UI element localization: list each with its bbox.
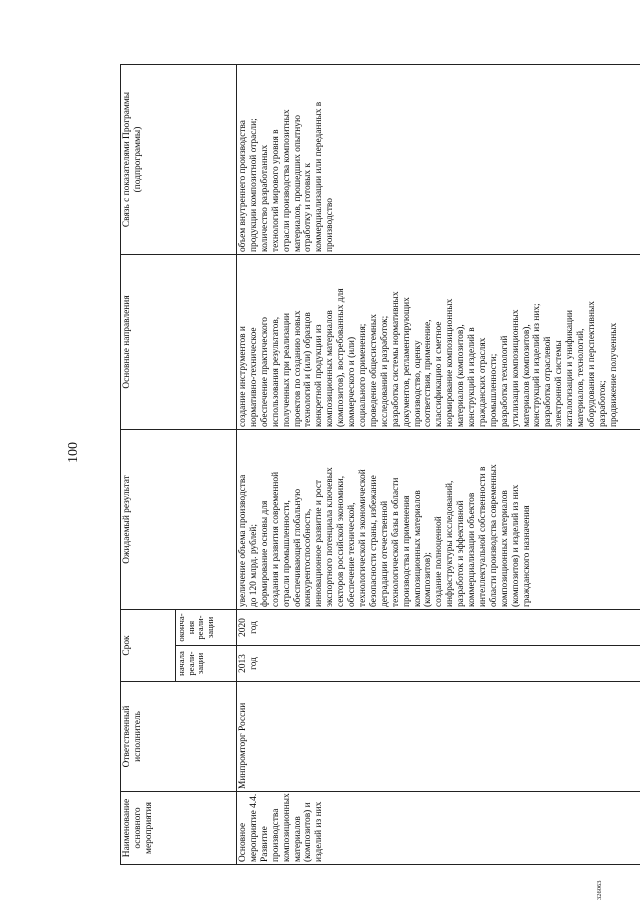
text-line: продукции композитной отрасли; (248, 118, 259, 252)
text-line: материалов (292, 816, 303, 862)
text-line: конкретной продукции из (314, 324, 325, 427)
text-line: количество разработанных (259, 144, 270, 252)
text-line: создание инструментов и (238, 326, 248, 427)
header-end: оконча-ния реали-зации (176, 610, 237, 646)
text-line: производство (325, 198, 336, 252)
text-line: утилизации композиционных (510, 309, 521, 427)
text-line: разработка системы нормативных (390, 291, 401, 427)
text-line: производства и применения (401, 495, 412, 607)
text-line: проведение общесистемных (368, 314, 379, 427)
text-line: разработка отраслевой (543, 336, 554, 427)
text-line: деградации отечественной (379, 500, 390, 607)
text-line: классификацию и сметное (434, 321, 445, 427)
text-line: отрасли производства композитных (281, 109, 292, 252)
text-line: материалов (композитов), (456, 324, 467, 427)
header-term: Срок (121, 610, 176, 682)
cell-result (237, 430, 640, 610)
header-name: Наименование основного мероприятия (121, 792, 237, 865)
text-line: производство, оценку (412, 340, 423, 427)
text-line: секторов российской экономики, (336, 475, 347, 607)
text-line: изделий из них (314, 801, 325, 862)
text-line: электронной системы (554, 340, 565, 427)
text-line: формирование основы для (259, 500, 270, 607)
text-line: нормативно-техническое (248, 327, 259, 427)
cell-executor: Минпромторг России (237, 682, 640, 792)
text-line: материалов, технологий, (576, 328, 587, 427)
text-line: мероприятие 4.4. (248, 793, 259, 862)
text-line: разработок и эффективной (456, 500, 467, 607)
text-line: коммерческого и (или) (347, 336, 358, 427)
text-line: композиционных материалов (499, 490, 510, 607)
text-line: объем внутреннего производства (238, 120, 248, 252)
table-row (237, 65, 640, 865)
text-line: гражданских отраслях (477, 337, 488, 427)
text-line: технологий мирового уровня в (270, 129, 281, 252)
text-line: промышленности; (488, 353, 499, 427)
text-line: продвижение полученных (608, 322, 619, 427)
cell-name (237, 792, 640, 865)
text-line: отработку и готовых к (303, 162, 314, 252)
header-start: начала реали-зации (176, 646, 237, 682)
text-line: использования результатов, (270, 316, 281, 427)
text-line: оборудования и перспективных (587, 301, 597, 427)
text-line: разработок; (597, 380, 608, 427)
text-line: технологической и экономической (357, 469, 368, 607)
document-id: 326063 (596, 880, 603, 900)
text-line: отрасли промышленности, (281, 500, 292, 607)
text-line: конструкций и изделий в (467, 327, 478, 427)
text-line: (композитов); (423, 552, 434, 607)
text-line: технологической базы в области (390, 477, 401, 607)
text-line: обеспечение практического (259, 317, 270, 427)
text-line: обеспечение технической, (347, 502, 358, 607)
text-line: коммерциализации или переданных в (314, 101, 325, 252)
text-line: конструкций и изделий из них; (532, 303, 543, 427)
text-line: композиционных (281, 793, 292, 862)
text-line: безопасности страны, избежание (368, 475, 379, 607)
text-line: (композитов), востребованных для (336, 288, 347, 427)
text-line: социального применения; (357, 323, 368, 427)
text-line: создание полноценной (434, 516, 445, 607)
text-line: технологий и (или) образцов (303, 312, 314, 427)
cell-link (237, 65, 640, 255)
text-line: нормирование композиционных (445, 298, 456, 427)
text-line: материалов, прошедших опытную (292, 115, 303, 252)
text-line: коммерциализации объектов (467, 492, 478, 607)
header-result: Ожидаемый результат (121, 430, 237, 610)
text-line: инфраструктуры исследований, (445, 480, 456, 607)
text-line: Развитие (259, 826, 270, 862)
text-line: конкурентоспособность, (303, 508, 314, 607)
text-line: материалов (композитов), (521, 324, 532, 427)
text-line: композиционных материалов (325, 310, 336, 427)
header-directions: Основные направления (121, 255, 237, 430)
text-line: до 120 млрд. рублей; (248, 524, 259, 607)
text-line: интеллектуальной собственности в (477, 466, 488, 607)
header-link: Связь с показателями Программы (подпрограммы) (121, 65, 237, 255)
text-line: (композитов) и изделий из них (510, 484, 521, 607)
program-measures-table (120, 64, 640, 865)
text-line: исследований и разработок; (379, 315, 390, 427)
text-line: обеспечивающей глобальную (292, 488, 303, 607)
text-line: (композитов) и (303, 802, 314, 862)
text-line: создания и развития современной (270, 471, 281, 607)
text-line: разработка технологий (499, 335, 510, 427)
text-line: увеличение объема производства (238, 474, 248, 607)
text-line: гражданского назначения (521, 505, 532, 607)
text-line: каталогизации и унификации (565, 309, 576, 427)
text-line: производства (270, 808, 281, 862)
cell-end: 2020 год (237, 610, 640, 646)
text-line: композиционных материалов (412, 490, 423, 607)
text-line: документов, регламентирующих (401, 297, 412, 427)
header-executor: Ответственный исполнитель (121, 682, 237, 792)
page-number: 100 (66, 442, 81, 463)
text-line: проектов по созданию новых (292, 310, 303, 427)
text-line: Основное (238, 822, 248, 862)
cell-start: 2013 год (237, 646, 640, 682)
text-line: экспортного потенциала ключевых (325, 467, 336, 607)
text-line: полученных при реализации (281, 312, 292, 427)
text-line: области производства современных (488, 464, 499, 607)
text-line: соответствия, применение, (423, 319, 434, 427)
text-line: инновационное развитие и рост (314, 479, 325, 607)
cell-directions (237, 255, 640, 430)
